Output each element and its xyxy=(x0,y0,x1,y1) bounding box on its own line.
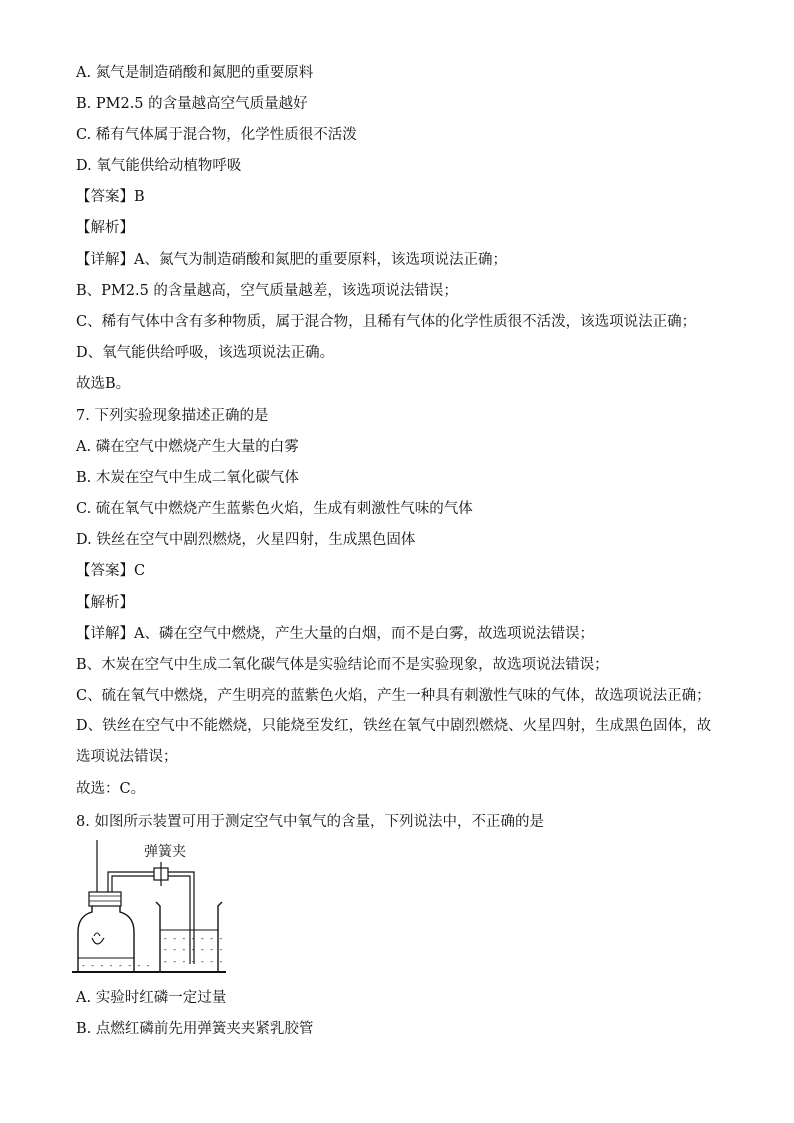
q7-detail-a: 【详解】A、磷在空气中燃烧，产生大量的白烟，而不是白雾，故选项说法错误； xyxy=(76,626,594,642)
apparatus-figure xyxy=(70,840,230,980)
q8-option-a: A. 实验时红磷一定过量 xyxy=(76,990,227,1006)
q6-option-b: B. PM2.5 的含量越高空气质量越好 xyxy=(76,96,308,112)
spring-clip-label: 弹簧夹 xyxy=(144,844,186,860)
q6-detail-b: B、PM2.5 的含量越高，空气质量越差，该选项说法错误； xyxy=(76,283,458,299)
q7-option-c: C. 硫在氧气中燃烧产生蓝紫色火焰，生成有刺激性气味的气体 xyxy=(76,501,473,517)
q7-analysis-label: 【解析】 xyxy=(76,595,134,611)
apparatus-diagram xyxy=(70,840,230,980)
combustion-spoon xyxy=(92,938,104,944)
q6-option-d: D. 氧气能供给动植物呼吸 xyxy=(76,158,242,174)
q6-detail-d: D、氧气能供给呼吸，该选项说法正确。 xyxy=(76,345,335,361)
q7-option-b: B. 木炭在空气中生成二氧化碳气体 xyxy=(76,470,299,486)
q7-detail-d: D、铁丝在空气中不能燃烧，只能烧至发红，铁丝在氧气中剧烈燃烧、火星四射，生成黑色固体，故选项说法错误； xyxy=(76,718,712,765)
q7-option-d: D. 铁丝在空气中剧烈燃烧，火星四射，生成黑色固体 xyxy=(76,532,416,548)
svg-text:- - - - - - -: - - - - - - - xyxy=(164,957,225,966)
svg-text:- - - - - - -: - - - - - - - xyxy=(164,945,225,954)
q6-option-c: C. 稀有气体属于混合物，化学性质很不活泼 xyxy=(76,127,357,143)
svg-text:- - - - - - - -: - - - - - - - - xyxy=(82,961,152,970)
q7-answer: 【答案】C xyxy=(76,563,146,579)
q6-detail-c: C、稀有气体中含有多种物质，属于混合物，且稀有气体的化学性质很不活泼，该选项说法正确； xyxy=(76,314,697,330)
q8-option-b: B. 点燃红磷前先用弹簧夹夹紧乳胶管 xyxy=(76,1021,314,1037)
q6-conclusion: 故选B。 xyxy=(76,376,131,392)
q7-option-a: A. 磷在空气中燃烧产生大量的白雾 xyxy=(76,439,299,455)
q8-stem: 8. 如图所示装置可用于测定空气中氧气的含量，下列说法中，不正确的是 xyxy=(76,814,544,830)
stopper xyxy=(89,892,121,906)
q7-detail-c: C、硫在氧气中燃烧，产生明亮的蓝紫色火焰，产生一种具有刺激性气味的气体，故选项说法正确； xyxy=(76,688,711,704)
q6-option-a: A. 氮气是制造硝酸和氮肥的重要原料 xyxy=(76,65,314,81)
svg-text:- - - - - - -: - - - - - - - xyxy=(164,934,225,943)
q7-stem: 7. 下列实验现象描述正确的是 xyxy=(76,408,269,424)
q6-detail-a: 【详解】A、氮气为制造硝酸和氮肥的重要原料，该选项说法正确； xyxy=(76,252,507,268)
q6-answer: 【答案】B xyxy=(76,189,145,205)
q7-conclusion: 故选：C。 xyxy=(76,781,146,797)
q7-detail-b: B、木炭在空气中生成二氧化碳气体是实验结论而不是实验现象，故选项说法错误； xyxy=(76,657,609,673)
q6-analysis-label: 【解析】 xyxy=(76,220,134,236)
